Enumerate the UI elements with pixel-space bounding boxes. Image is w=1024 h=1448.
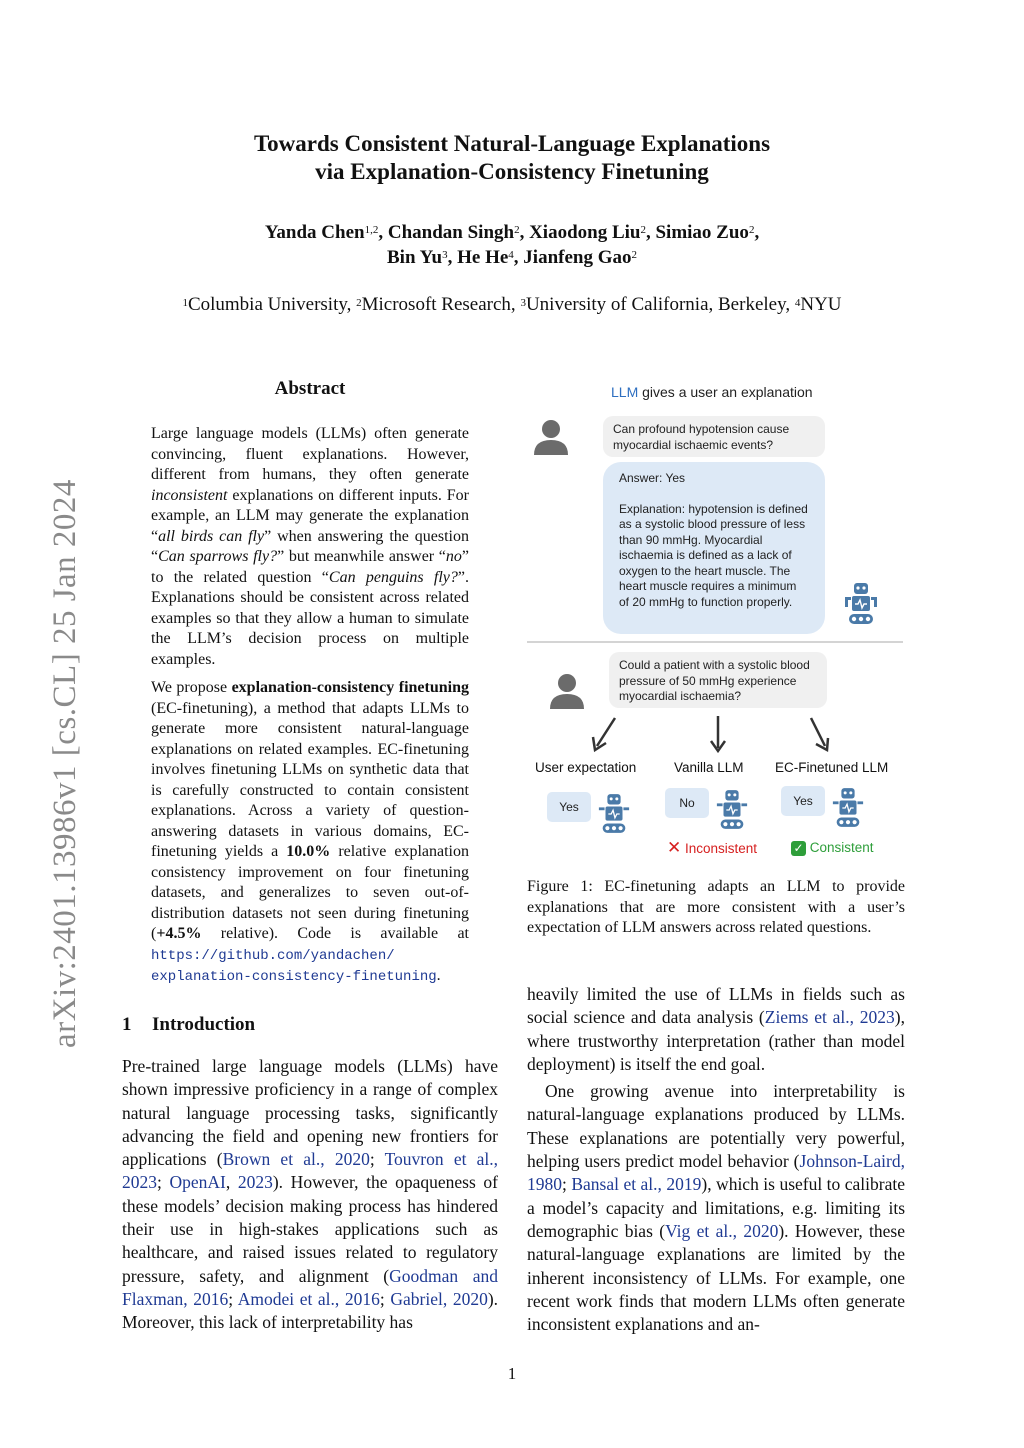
abstract-paragraph-2: We propose explanation-consistency finetuning (EC-finetuning), a method that adapts LLMs to generate more consistent natural-language explanations on related examples. EC-finetuning involves finetuning LLMs on synthetic data that is carefully constructed to contain consistent explanations. Across a variety of question-answering datasets in various domains, EC-finetuning yields a 10.0% relative explanation consistency improvement on four finetuning datasets, and generalizes to seven out-of-distribution datasets not seen during finetuning (+4.5% relative). Code is available at https://github.com/yandachen/ explanation-consistency-finetuning. <box>151 679 469 985</box>
figure-title-llm: LLM <box>611 384 639 400</box>
section-title: Introduction <box>152 1014 256 1035</box>
affil-mark: 2 <box>356 297 362 309</box>
citation-link[interactable]: 2023 <box>122 1172 157 1193</box>
affil-mark: 4 <box>794 297 801 309</box>
citation-link[interactable]: 2016 <box>193 1288 229 1309</box>
affiliation: University of California, Berkeley, <box>525 294 791 315</box>
author-name: He He <box>457 247 509 268</box>
author-affil-mark: 2 <box>514 224 520 236</box>
check-icon: ✓ <box>791 841 806 856</box>
consistent-label: Consistent <box>809 840 874 855</box>
inconsistent-verdict <box>667 838 757 858</box>
figure-divider <box>527 641 903 643</box>
llm-explanation-bubble <box>603 462 825 634</box>
abstract-heading: Abstract <box>274 378 346 399</box>
author-name: Simiao Zuo <box>655 222 749 243</box>
robot-icon <box>715 788 749 832</box>
citation-link[interactable]: 2020 <box>334 1149 370 1170</box>
paper-title <box>150 130 874 186</box>
user-expectation-answer: Yes <box>547 792 591 822</box>
section-heading <box>122 1014 255 1036</box>
robot-icon <box>831 786 865 830</box>
citation-link[interactable]: Ziems et al., <box>764 1007 855 1028</box>
author-name: Yanda Chen <box>264 222 365 243</box>
user-expectation-label: User expectation <box>535 760 637 775</box>
question-2-bubble: Could a patient with a systolic blood pressure of 50 mmHg experience myocardial ischaemia? <box>609 652 827 708</box>
citation-link[interactable]: 2020 <box>452 1288 488 1309</box>
abstract-body <box>151 424 469 996</box>
affiliation: Columbia University, <box>187 294 352 315</box>
arrow-down-left-icon <box>593 718 615 750</box>
author-name: Jianfeng Gao <box>523 247 632 268</box>
arrow-down-icon <box>711 716 725 751</box>
author-name: Bin Yu <box>387 247 443 268</box>
author-affil-mark: 4 <box>508 249 514 261</box>
right-column-text <box>527 983 905 1336</box>
affiliation: NYU <box>800 294 842 315</box>
user-icon <box>533 418 569 456</box>
citation-link[interactable]: Goodman and Flaxman, <box>122 1265 498 1309</box>
page-number: 1 <box>507 1364 517 1383</box>
robot-icon <box>843 582 879 626</box>
citation-link[interactable]: OpenAI <box>169 1172 226 1193</box>
section-number: 1 <box>122 1014 132 1035</box>
affiliation: Microsoft Research, <box>361 294 516 315</box>
author-affil-mark: 2 <box>631 249 637 261</box>
author-affil-mark: 3 <box>442 249 448 261</box>
intro-paragraph: Pre-trained large language models (LLMs) have shown impressive proficiency in a range of complex natural language processing tasks, significantly advancing the field and opening new frontiers for applications (Brown et al., 2020; Touvron et al., 2023; OpenAI, 2023). However, the opaqueness of these models’ decision making process has hindered their use in high-stakes applications such as healthcare, and raised issues related to regulatory pressure, safety, and alignment (Goodman and Flaxman, 2016; Amodei et al., 2016; Gabriel, 2020). Moreover, this lack of interpretability has <box>122 1056 499 1333</box>
author-affil-mark: 2 <box>748 224 755 236</box>
consistent-verdict <box>791 840 874 856</box>
affiliations <box>100 292 924 318</box>
arrows-group <box>587 714 857 754</box>
code-repo-link[interactable]: https://github.com/yandachen/ explanation-consistency-finetuning <box>151 947 437 985</box>
llm-explanation-text: Explanation: hypotension is defined as a systolic blood pressure of less than 90 mmHg. Myocardial ischaemia is defined as a lack of oxygen to the heart muscle. The heart muscle requires a minimum of 20 mmHg to function properly. <box>619 501 808 609</box>
figure-caption: Figure 1: EC-finetuning adapts an LLM to provide explanations that are more consistent with a user’s expectation of LLM answers across related questions. <box>527 878 905 936</box>
user-icon <box>549 672 585 710</box>
citation-link[interactable]: Vig et al., <box>665 1220 737 1241</box>
right-paragraph-2: One growing avenue into interpretability is natural-language explanations produced by LLMs. These explanations are potentially very powerful, helping users predict model behavior (Johnson-Laird, 1980; Bansal et al., 2019), which is useful to calibrate a model’s capacity and limitations, e.g. limiting its demographic bias (Vig et al., 2020). However, these natural-language explanations are limited by the inherent inconsistency of LLMs. For example, one recent work finds that modern LLMs often generate inconsistent explanations and an- <box>527 1081 906 1335</box>
citation-link[interactable]: 2023 <box>237 1172 273 1193</box>
citation-link[interactable]: 2020 <box>743 1220 779 1241</box>
citation-link[interactable]: Bansal et al., <box>571 1174 662 1195</box>
affil-mark: 3 <box>520 297 526 309</box>
llm-answer: Answer: Yes <box>619 471 686 485</box>
author-list: Yanda Chen$^{1,2}$, Chandan Singh$^2$, Xiaodong Liu$^2$, Simiao Zuo$^2$, Bin Yu$^3$, He He$^4$, Jianfeng Gao$^2$ <box>264 222 760 268</box>
affil-mark: 1 <box>182 297 188 309</box>
title-line-2: via Explanation-Consistency Finetuning <box>315 159 709 184</box>
citation-link[interactable]: Touvron et al., <box>384 1149 499 1170</box>
author-name: Xiaodong Liu <box>529 222 641 243</box>
citation-link[interactable]: Brown et al., <box>222 1149 325 1170</box>
arxiv-side-identifier: arXiv:2401.13986v1 [cs.CL] 25 Jan 2024 <box>47 479 83 1048</box>
question-1-bubble: Can profound hypotension cause myocardial ischaemic events? <box>603 416 825 457</box>
arrow-down-right-icon <box>811 718 828 750</box>
vanilla-llm-label: Vanilla LLM <box>674 760 744 775</box>
citation-link[interactable]: Gabriel, <box>390 1288 448 1309</box>
author-affil-mark: 2 <box>640 224 646 236</box>
author-name: Chandan Singh <box>387 222 515 243</box>
citation-link[interactable]: Johnson-Laird, <box>799 1151 905 1172</box>
vanilla-llm-answer: No <box>665 788 709 818</box>
ec-finetuned-llm-label: EC-Finetuned LLM <box>775 760 889 775</box>
inconsistent-label: Inconsistent <box>685 841 758 856</box>
title-line-1: Towards Consistent Natural-Language Explanations <box>253 131 771 156</box>
citation-link[interactable]: Amodei et al., <box>237 1288 340 1309</box>
figure-title-rest: gives a user an explanation <box>638 384 813 400</box>
cross-icon: ✕ <box>667 838 682 857</box>
figure-title <box>611 384 813 400</box>
robot-icon <box>597 792 631 836</box>
citation-link[interactable]: 1980 <box>527 1174 562 1195</box>
citation-link[interactable]: 2016 <box>344 1288 380 1309</box>
figure-1 <box>527 378 907 868</box>
citation-link[interactable]: 2019 <box>666 1174 702 1195</box>
ec-finetuned-llm-answer: Yes <box>781 786 825 816</box>
right-paragraph-1: heavily limited the use of LLMs in fields such as social science and data analysis (Ziems et al., 2023), where trustworthy interpretation (rather than model deployment) is itself the end goal. <box>527 984 905 1074</box>
abstract-paragraph-1: Large language models (LLMs) often generate convincing, fluent explanations. However, different from humans, they often generate inconsistent explanations on different inputs. For example, an LLM may generate the explanation “all birds can fly” when answering the question “Can sparrows fly?” but meanwhile answer “no” to the related question “Can penguins fly?”. Explanations should be consistent across related examples so that they allow a human to simulate the LLM’s decision process on multiple examples. <box>151 425 470 668</box>
citation-link[interactable]: 2023 <box>859 1007 895 1028</box>
author-affil-mark: 1,2 <box>364 224 379 236</box>
